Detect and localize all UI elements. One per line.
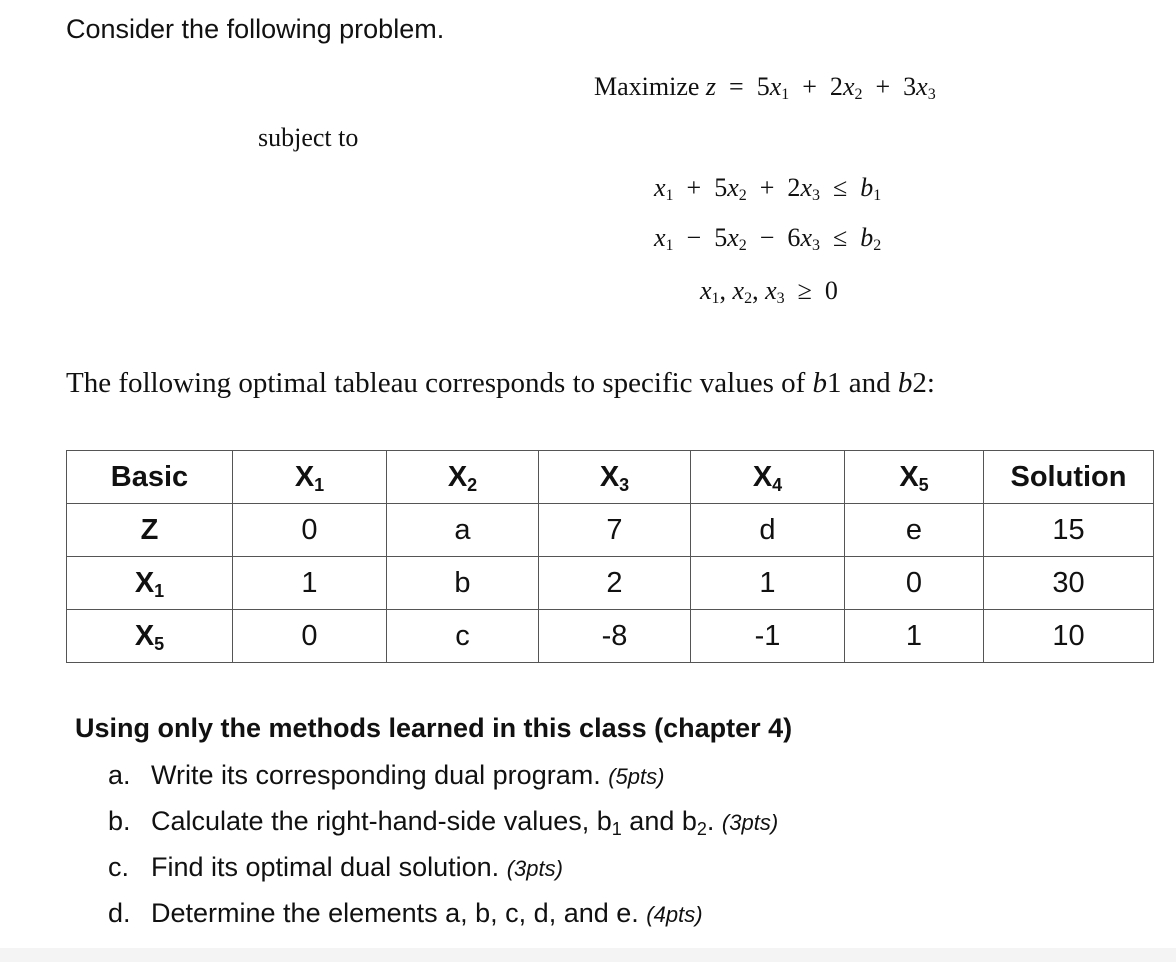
cell-x1-x5: 0 (845, 557, 984, 610)
objective-function: Maximize $z = 5x_1 + 2x_2 + 3x_3$ (594, 72, 936, 103)
question-b-points: (3pts) (721, 810, 779, 835)
tableau-intro: The following optimal tableau corresponds to specific values of b1 and b2: (66, 367, 935, 399)
question-b (108, 806, 778, 837)
cell-x1-x4: 1 (691, 557, 845, 610)
question-b-text: Calculate the right-hand-side values, $b_1$ and $b_2$. (151, 806, 715, 839)
question-c (108, 852, 563, 883)
table-row-x1 (67, 557, 1154, 610)
row-basic-x1: $X_1$ (67, 557, 233, 610)
table-row-z (67, 504, 1154, 557)
cell-x5-x4: -1 (691, 610, 845, 663)
cell-x1-solution: 30 (984, 557, 1154, 610)
row-basic-z: Z (67, 504, 233, 557)
question-c-label: c. (108, 852, 130, 882)
instructions-heading: Using only the methods learned in this class (chapter 4) (75, 713, 793, 743)
question-c-text: Find its optimal dual solution. (151, 852, 500, 882)
question-d-points: (4pts) (646, 902, 703, 927)
header-x2: $X_2$ (387, 451, 539, 504)
header-x3: $X_3$ (539, 451, 691, 504)
subject-to-label: subject to (258, 123, 359, 152)
cell-x5-x1: 0 (233, 610, 387, 663)
row-basic-x5: $X_5$ (67, 610, 233, 663)
question-a-points: (5pts) (608, 764, 665, 789)
cell-x5-x3: -8 (539, 610, 691, 663)
constraint-1: $x_1 + 5x_2 + 2x_3 \le b_1$ (654, 173, 882, 204)
cell-x5-x5: 1 (845, 610, 984, 663)
header-x4: $X_4$ (691, 451, 845, 504)
cell-z-x3: 7 (539, 504, 691, 557)
header-solution: Solution (984, 451, 1154, 504)
question-a-label: a. (108, 760, 131, 790)
table-row-x5 (67, 610, 1154, 663)
problem-intro: Consider the following problem. (66, 14, 445, 44)
question-c-points: (3pts) (506, 856, 563, 881)
cell-z-x5: e (845, 504, 984, 557)
question-a-text: Write its corresponding dual program. (151, 760, 601, 790)
question-d-text: Determine the elements a, b, c, d, and e. (151, 898, 639, 928)
cell-z-solution: 15 (984, 504, 1154, 557)
header-basic: Basic (67, 451, 233, 504)
constraint-2: $x_1 - 5x_2 - 6x_3 \le b_2$ (654, 223, 882, 254)
cell-z-x2: a (387, 504, 539, 557)
header-x5: $X_5$ (845, 451, 984, 504)
cell-x5-x2: c (387, 610, 539, 663)
optimal-tableau (66, 450, 1154, 663)
page-bottom-edge (0, 948, 1176, 962)
question-d-label: d. (108, 898, 131, 928)
cell-z-x1: 0 (233, 504, 387, 557)
tableau-header-row (67, 451, 1154, 504)
cell-x1-x2: b (387, 557, 539, 610)
question-d (108, 898, 703, 929)
cell-z-x4: d (691, 504, 845, 557)
cell-x1-x1: 1 (233, 557, 387, 610)
nonnegativity-constraint: $x_1$, $x_2$, $x_3 \ge 0$ (700, 276, 838, 307)
cell-x5-solution: 10 (984, 610, 1154, 663)
cell-x1-x3: 2 (539, 557, 691, 610)
header-x1: $X_1$ (233, 451, 387, 504)
question-a (108, 760, 664, 791)
question-b-label: b. (108, 806, 131, 836)
